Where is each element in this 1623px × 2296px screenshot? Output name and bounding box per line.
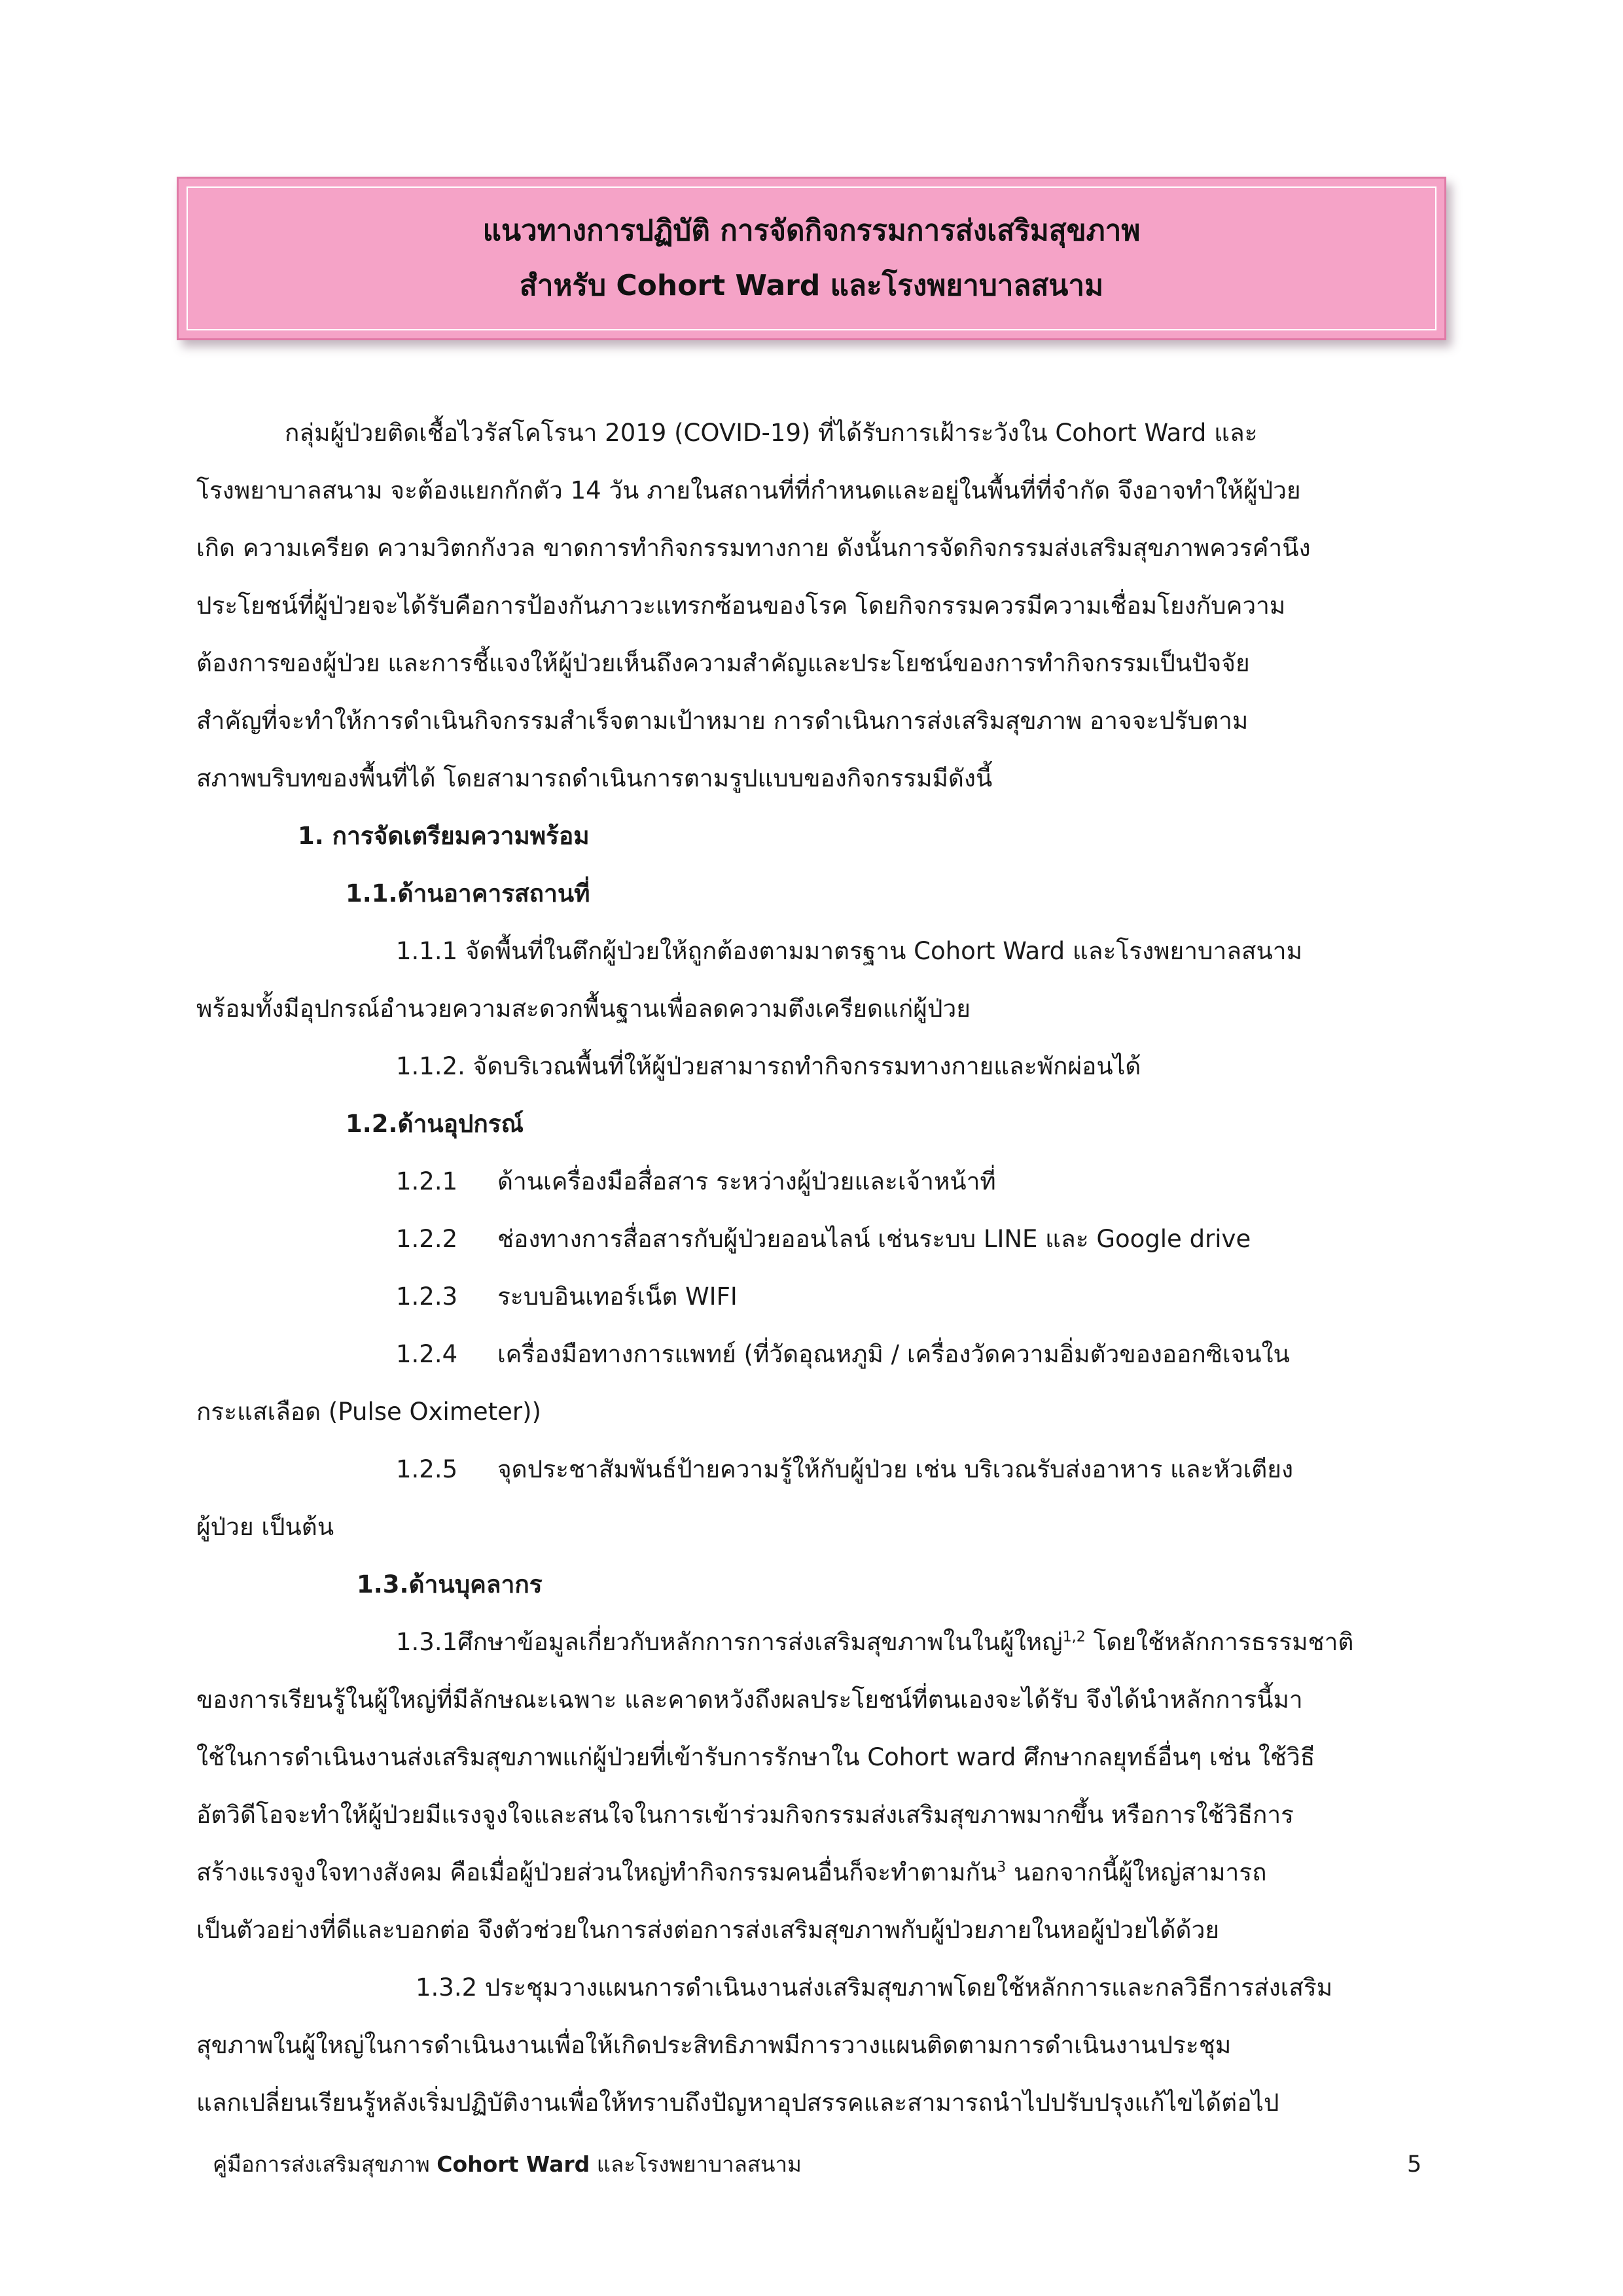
item-1-2-5-number: 1.2.5	[396, 1455, 458, 1483]
item-1-2-2-number: 1.2.2	[396, 1225, 458, 1253]
title-box-inner	[187, 186, 1436, 330]
citation-1-2: 1,2	[1062, 1629, 1086, 1646]
item-1-3-1-line-6: เป็นตัวอย่างที่ดีและบอกต่อ จึงตัวช่วยในการส่งต่อการส่งเสริมสุขภาพกับผู้ป่วยภายในหอผู้ป่วยได้ด้วย	[196, 1916, 1220, 1944]
item-1-2-4-text: เครื่องมือทางการแพทย์ (ที่วัดอุณหภูมิ / เครื่องวัดความอิ่มตัวของออกซิเจนใน	[497, 1340, 1290, 1368]
title-line-2: สำหรับ Cohort Ward และโรงพยาบาลสนาม	[519, 269, 1104, 302]
intro-line-2: โรงพยาบาลสนาม จะต้องแยกกักตัว 14 วัน ภายในสถานที่ที่กำหนดและอยู่ในพื้นที่ที่จำกัด จึงอาจทำให้ผู้ป่วย	[196, 476, 1301, 504]
section-1-heading: 1. การจัดเตรียมความพร้อม	[298, 822, 590, 850]
title-box	[177, 177, 1446, 340]
item-1-3-1-line-5-tail: นอกจากนี้ผู้ใหญ่สามารถ	[1006, 1858, 1267, 1886]
item-1-3-1-line-5	[196, 1856, 1267, 1889]
item-1-3-1-line-1-text: 1.3.1ศึกษาข้อมูลเกี่ยวกับหลักการการส่งเสริมสุขภาพในในผู้ใหญ่	[396, 1628, 1063, 1656]
footer-text-b: และโรงพยาบาลสนาม	[590, 2151, 802, 2177]
section-1-3-heading: 1.3.ด้านบุคลากร	[357, 1570, 543, 1598]
citation-3: 3	[997, 1859, 1007, 1876]
footer-text-a: คู่มือการส่งเสริมสุขภาพ	[213, 2151, 437, 2177]
intro-line-7: สภาพบริบทของพื้นที่ได้ โดยสามารถดำเนินการตามรูปแบบของกิจกรรมมีดังนี้	[196, 764, 993, 792]
item-1-3-1-line-4: อัตวิดีโอจะทำให้ผู้ป่วยมีแรงจูงใจและสนใจในการเข้าร่วมกิจกรรมส่งเสริมสุขภาพมากขึ้น หรือการใช้วิธีการ	[196, 1801, 1294, 1829]
item-1-2-5-text: จุดประชาสัมพันธ์ป้ายความรู้ให้กับผู้ป่วย เช่น บริเวณรับส่งอาหาร และหัวเตียง	[497, 1455, 1294, 1483]
item-1-2-1-text: ด้านเครื่องมือสื่อสาร ระหว่างผู้ป่วยและเจ้าหน้าที่	[497, 1167, 996, 1195]
item-1-1-1-line-1: 1.1.1 จัดพื้นที่ในตึกผู้ป่วยให้ถูกต้องตามมาตรฐาน Cohort Ward และโรงพยาบาลสนาม	[396, 937, 1302, 965]
section-1-1-heading: 1.1.ด้านอาคารสถานที่	[346, 879, 590, 908]
item-1-1-1-line-2: พร้อมทั้งมีอุปกรณ์อำนวยความสะดวกพื้นฐานเพื่อลดความตึงเครียดแก่ผู้ป่วย	[196, 995, 971, 1023]
item-1-2-3-number: 1.2.3	[396, 1282, 458, 1311]
item-1-3-1-line-2: ของการเรียนรู้ในผู้ใหญ่ที่มีลักษณะเฉพาะ และคาดหวังถึงผลประโยชน์ที่ตนเองจะได้รับ จึงได้นำหลักการนี้มา	[196, 1686, 1303, 1714]
item-1-2-4-number: 1.2.4	[396, 1340, 458, 1368]
intro-line-4: ประโยชน์ที่ผู้ป่วยจะได้รับคือการป้องกันภาวะแทรกซ้อนของโรค โดยกิจกรรมควรมีความเชื่อมโยงกับความ	[196, 592, 1286, 620]
item-1-3-1-line-3: ใช้ในการดำเนินงานส่งเสริมสุขภาพแก่ผู้ป่วยที่เข้ารับการรักษาใน Cohort ward ศึกษากลยุทธ์อื่นๆ เช่น ใช้วิธี	[196, 1743, 1315, 1771]
item-1-3-1-line-5-text: สร้างแรงจูงใจทางสังคม คือเมื่อผู้ป่วยส่วนใหญ่ทำกิจกรรมคนอื่นก็จะทำตามกัน	[196, 1858, 997, 1886]
item-1-1-2: 1.1.2. จัดบริเวณพื้นที่ให้ผู้ป่วยสามารถทำกิจกรรมทางกายและพักผ่อนได้	[396, 1052, 1141, 1080]
title-line-1: แนวทางการปฏิบัติ การจัดกิจกรรมการส่งเสริมสุขภาพ	[482, 214, 1141, 247]
item-1-2-1-number: 1.2.1	[396, 1167, 458, 1195]
section-1-2-heading: 1.2.ด้านอุปกรณ์	[346, 1110, 524, 1138]
footer-text-bold: Cohort Ward	[437, 2151, 590, 2177]
item-1-3-2-line-1: 1.3.2 ประชุมวางแผนการดำเนินงานส่งเสริมสุขภาพโดยใช้หลักการและกลวิธีการส่งเสริม	[416, 1973, 1333, 2002]
page-number: 5	[1407, 2151, 1422, 2178]
item-1-2-2-text: ช่องทางการสื่อสารกับผู้ป่วยออนไลน์ เช่นระบบ LINE และ Google drive	[497, 1225, 1251, 1253]
item-1-3-1-line-1-tail: โดยใช้หลักการธรรมชาติ	[1085, 1628, 1354, 1656]
item-1-3-2-line-2: สุขภาพในผู้ใหญ่ในการดำเนินงานเพื่อให้เกิดประสิทธิภาพมีการวางแผนติดตามการดำเนินงานประชุม	[196, 2031, 1232, 2059]
intro-line-5: ต้องการของผู้ป่วย และการชี้แจงให้ผู้ป่วยเห็นถึงความสำคัญและประโยชน์ของการทำกิจกรรมเป็นปัจจัย	[196, 649, 1250, 677]
item-1-2-4-continuation: กระแสเลือด (Pulse Oximeter))	[196, 1398, 541, 1426]
footer-title	[213, 2149, 802, 2180]
intro-line-1: กลุ่มผู้ป่วยติดเชื้อไวรัสโคโรนา 2019 (COVID-19) ที่ได้รับการเฝ้าระวังใน Cohort Ward และ	[285, 419, 1258, 447]
item-1-2-3-text: ระบบอินเทอร์เน็ต WIFI	[497, 1282, 738, 1311]
intro-line-6: สำคัญที่จะทำให้การดำเนินกิจกรรมสำเร็จตามเป้าหมาย การดำเนินการส่งเสริมสุขภาพ อาจจะปรับตาม	[196, 707, 1249, 735]
item-1-3-1-line-1	[396, 1626, 1353, 1659]
item-1-2-5-continuation: ผู้ป่วย เป็นต้น	[196, 1513, 334, 1541]
intro-line-3: เกิด ความเครียด ความวิตกกังวล ขาดการทำกิจกรรมทางกาย ดังนั้นการจัดกิจกรรมส่งเสริมสุขภาพควรคำนึง	[196, 534, 1311, 562]
item-1-3-2-line-3: แลกเปลี่ยนเรียนรู้หลังเริ่มปฏิบัติงานเพื่อให้ทราบถึงปัญหาอุปสรรคและสามารถนำไปปรับปรุงแก้ไขได้ต่อไป	[196, 2089, 1279, 2117]
